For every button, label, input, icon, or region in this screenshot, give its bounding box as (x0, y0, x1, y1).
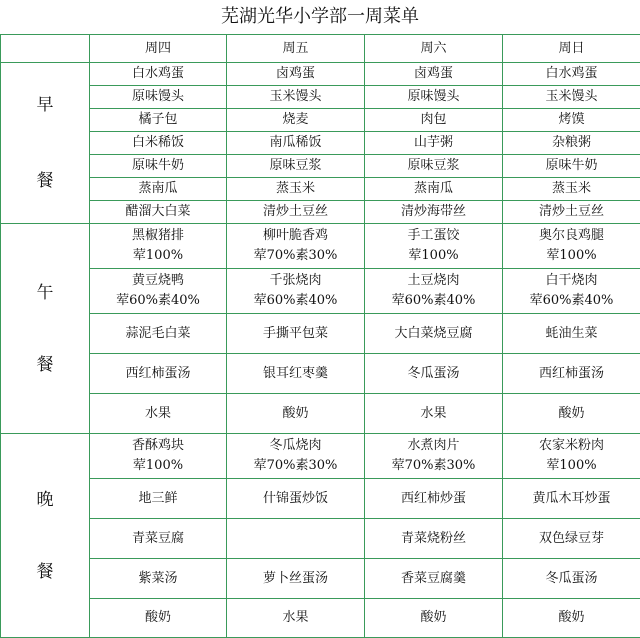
menu-row (1, 354, 640, 394)
menu-cell (90, 519, 227, 559)
menu-cell (365, 269, 503, 314)
dish-name: 手工蛋饺 (365, 226, 502, 246)
dish-name: 蚝油生菜 (503, 324, 640, 344)
dish-name: 酸奶 (503, 608, 640, 628)
menu-row (1, 559, 640, 599)
meal-label-char: 晚 (1, 486, 89, 514)
dish-name: 水煮肉片 (365, 436, 502, 456)
menu-cell (90, 479, 227, 519)
menu-cell (227, 479, 365, 519)
meal-label-char: 餐 (1, 167, 89, 195)
dish-name: 原味牛奶 (90, 156, 226, 176)
menu-cell (227, 178, 365, 201)
meat-veg-ratio: 荤60%素40% (90, 291, 226, 311)
dish-name: 原味牛奶 (503, 156, 640, 176)
menu-row (1, 178, 640, 201)
day-header: 周五 (227, 35, 365, 63)
dish-name: 黄豆烧鸭 (90, 271, 226, 291)
menu-cell (365, 479, 503, 519)
menu-cell (365, 109, 503, 132)
menu-row (1, 394, 640, 434)
dish-name: 农家米粉肉 (503, 436, 640, 456)
dish-name: 黄瓜木耳炒蛋 (503, 489, 640, 509)
dish-name: 地三鲜 (90, 489, 226, 509)
menu-cell (227, 314, 365, 354)
dish-name: 大白菜烧豆腐 (365, 324, 502, 344)
menu-cell (365, 132, 503, 155)
menu-cell (365, 434, 503, 479)
menu-cell (365, 394, 503, 434)
dish-name: 清炒土豆丝 (227, 202, 364, 222)
dish-name: 酸奶 (365, 608, 502, 628)
dish-name: 水果 (90, 404, 226, 424)
dish-name: 蒸玉米 (227, 179, 364, 199)
dish-name: 原味馒头 (365, 87, 502, 107)
menu-cell (503, 314, 640, 354)
menu-cell (90, 559, 227, 599)
weekly-menu-table (0, 34, 640, 638)
meal-label-char: 餐 (1, 558, 89, 586)
meal-label-char: 早 (1, 91, 89, 119)
meal-label-char: 餐 (1, 351, 89, 379)
dish-name: 青菜豆腐 (90, 529, 226, 549)
dish-name: 清炒土豆丝 (503, 202, 640, 222)
dish-name: 黑椒猪排 (90, 226, 226, 246)
menu-cell (227, 155, 365, 178)
menu-cell (365, 559, 503, 599)
dish-name: 原味豆浆 (365, 156, 502, 176)
meal-label-char: 午 (1, 279, 89, 307)
menu-row (1, 109, 640, 132)
dish-name: 烧麦 (227, 110, 364, 130)
menu-cell (503, 63, 640, 86)
meat-veg-ratio: 荤100% (90, 456, 226, 476)
menu-cell (90, 354, 227, 394)
dish-name: 萝卜丝蛋汤 (227, 569, 364, 589)
dish-name: 清炒海带丝 (365, 202, 502, 222)
menu-cell (503, 394, 640, 434)
menu-row (1, 86, 640, 109)
menu-cell (90, 63, 227, 86)
menu-cell (227, 269, 365, 314)
menu-cell (227, 354, 365, 394)
menu-cell (365, 599, 503, 638)
meat-veg-ratio: 荤60%素40% (365, 291, 502, 311)
menu-cell (503, 479, 640, 519)
dish-name: 醋溜大白菜 (90, 202, 226, 222)
menu-row (1, 132, 640, 155)
menu-cell (503, 224, 640, 269)
day-header: 周六 (365, 35, 503, 63)
dish-name: 南瓜稀饭 (227, 133, 364, 153)
menu-cell (503, 519, 640, 559)
menu-row (1, 63, 640, 86)
menu-cell (227, 132, 365, 155)
dish-name: 西红柿炒蛋 (365, 489, 502, 509)
meat-veg-ratio: 荤100% (90, 246, 226, 266)
menu-cell (227, 201, 365, 224)
dish-name: 冬瓜蛋汤 (365, 364, 502, 384)
dish-name: 肉包 (365, 110, 502, 130)
menu-cell (227, 559, 365, 599)
menu-cell (365, 86, 503, 109)
dish-name: 白米稀饭 (90, 133, 226, 153)
dish-name: 土豆烧肉 (365, 271, 502, 291)
menu-cell (90, 132, 227, 155)
menu-cell (90, 86, 227, 109)
menu-cell (90, 599, 227, 638)
menu-cell (90, 269, 227, 314)
dish-name: 紫菜汤 (90, 569, 226, 589)
menu-cell (90, 434, 227, 479)
dish-name: 酸奶 (90, 608, 226, 628)
dish-name: 西红柿蛋汤 (90, 364, 226, 384)
menu-row (1, 224, 640, 269)
meat-veg-ratio: 荤70%素30% (227, 456, 364, 476)
menu-row (1, 599, 640, 638)
dish-name: 奥尔良鸡腿 (503, 226, 640, 246)
header-row (1, 35, 640, 63)
dish-name: 柳叶脆香鸡 (227, 226, 364, 246)
menu-row (1, 269, 640, 314)
day-header: 周四 (90, 35, 227, 63)
menu-cell (90, 224, 227, 269)
dish-name: 蒸南瓜 (365, 179, 502, 199)
dish-name: 酸奶 (503, 404, 640, 424)
dish-name: 西红柿蛋汤 (503, 364, 640, 384)
dish-name: 银耳红枣羹 (227, 364, 364, 384)
menu-cell (90, 178, 227, 201)
menu-row (1, 314, 640, 354)
meat-veg-ratio: 荤70%素30% (365, 456, 502, 476)
menu-cell (503, 599, 640, 638)
dish-name: 千张烧肉 (227, 271, 364, 291)
dish-name: 卤鸡蛋 (227, 64, 364, 84)
menu-cell (227, 63, 365, 86)
dish-name: 蒸玉米 (503, 179, 640, 199)
menu-cell (503, 354, 640, 394)
menu-row (1, 434, 640, 479)
menu-cell (227, 224, 365, 269)
menu-cell (365, 178, 503, 201)
menu-cell (365, 155, 503, 178)
menu-cell (227, 109, 365, 132)
menu-row (1, 155, 640, 178)
dish-name: 杂粮粥 (503, 133, 640, 153)
menu-cell (227, 519, 365, 559)
dish-name: 什锦蛋炒饭 (227, 489, 364, 509)
menu-cell (365, 63, 503, 86)
menu-cell (503, 178, 640, 201)
menu-cell (503, 201, 640, 224)
dish-name: 酸奶 (227, 404, 364, 424)
dish-name: 卤鸡蛋 (365, 64, 502, 84)
dish-name: 香菜豆腐羹 (365, 569, 502, 589)
menu-cell (90, 155, 227, 178)
menu-cell (503, 559, 640, 599)
menu-cell (90, 314, 227, 354)
meat-veg-ratio: 荤60%素40% (503, 291, 640, 311)
meat-veg-ratio: 荤100% (365, 246, 502, 266)
meal-label (1, 224, 90, 434)
dish-name: 白水鸡蛋 (503, 64, 640, 84)
meat-veg-ratio: 荤70%素30% (227, 246, 364, 266)
dish-name: 手撕平包菜 (227, 324, 364, 344)
menu-cell (227, 394, 365, 434)
menu-cell (365, 314, 503, 354)
menu-cell (227, 86, 365, 109)
meal-label (1, 63, 90, 224)
dish-name: 白干烧肉 (503, 271, 640, 291)
corner-cell (1, 35, 90, 63)
dish-name: 山芋粥 (365, 133, 502, 153)
menu-cell (227, 599, 365, 638)
menu-row (1, 479, 640, 519)
menu-title: 芜湖光华小学部一周菜单 (0, 0, 640, 34)
dish-name: 原味馒头 (90, 87, 226, 107)
dish-name: 双色绿豆芽 (503, 529, 640, 549)
menu-cell (503, 434, 640, 479)
dish-name: 水果 (227, 608, 364, 628)
dish-name: 蒸南瓜 (90, 179, 226, 199)
menu-cell (503, 132, 640, 155)
dish-name: 冬瓜蛋汤 (503, 569, 640, 589)
menu-cell (90, 201, 227, 224)
menu-cell (90, 394, 227, 434)
dish-name: 橘子包 (90, 110, 226, 130)
dish-name: 水果 (365, 404, 502, 424)
meat-veg-ratio: 荤100% (503, 456, 640, 476)
dish-name: 原味豆浆 (227, 156, 364, 176)
meal-label (1, 434, 90, 638)
menu-cell (365, 354, 503, 394)
dish-name: 青菜烧粉丝 (365, 529, 502, 549)
dish-name: 冬瓜烧肉 (227, 436, 364, 456)
menu-cell (365, 224, 503, 269)
dish-name: 烤馍 (503, 110, 640, 130)
menu-cell (503, 109, 640, 132)
dish-name: 玉米馒头 (227, 87, 364, 107)
menu-cell (365, 519, 503, 559)
dish-name: 玉米馒头 (503, 87, 640, 107)
menu-cell (503, 86, 640, 109)
dish-name: 蒜泥毛白菜 (90, 324, 226, 344)
menu-cell (90, 109, 227, 132)
menu-cell (365, 201, 503, 224)
menu-cell (227, 434, 365, 479)
dish-name: 白水鸡蛋 (90, 64, 226, 84)
menu-cell (503, 155, 640, 178)
day-header: 周日 (503, 35, 640, 63)
meat-veg-ratio: 荤100% (503, 246, 640, 266)
menu-cell (503, 269, 640, 314)
menu-row (1, 201, 640, 224)
meat-veg-ratio: 荤60%素40% (227, 291, 364, 311)
menu-row (1, 519, 640, 559)
dish-name: 香酥鸡块 (90, 436, 226, 456)
